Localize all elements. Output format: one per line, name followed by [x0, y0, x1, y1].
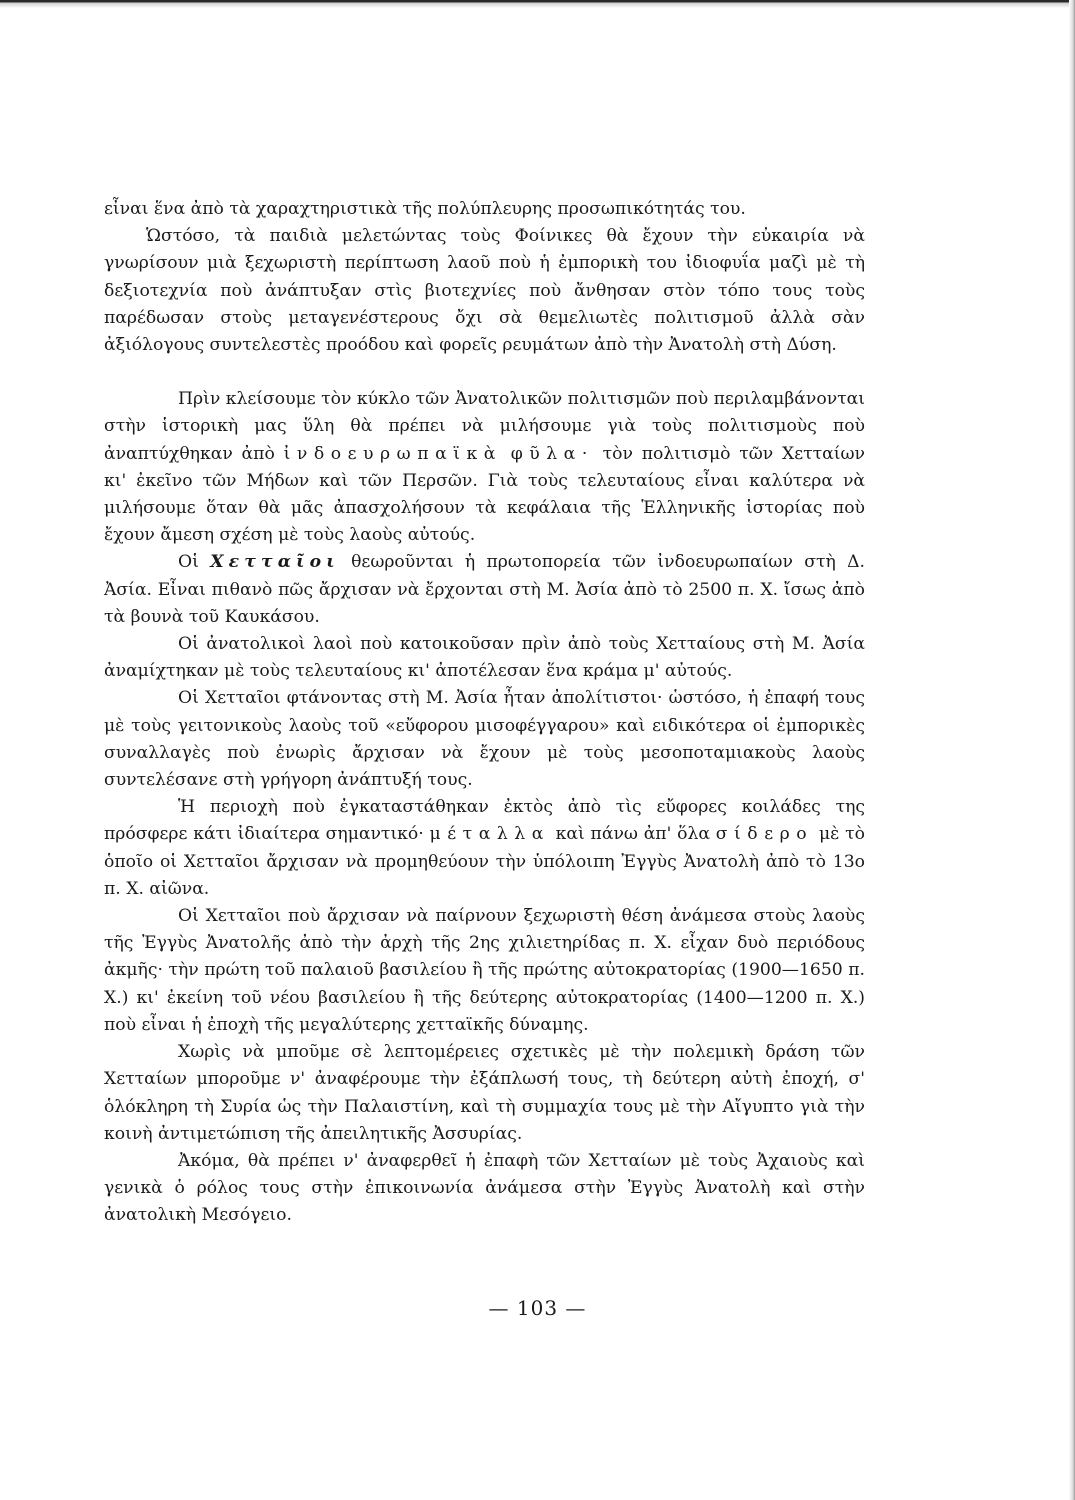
spaced-word-indoeuropean: ἰνδοευρωπαϊκὰ	[283, 443, 502, 464]
paragraph-7-text-b: καὶ πάνω ἀπ' ὅλα	[555, 824, 710, 845]
paragraph-7-text-c: μὲ τὸ ὁποῖο οἱ Χετταῖοι ἄρχισαν νὰ προμηθεύουν τὴν ὑπόλοιπη Ἐγγὺς Ἀνατολὴ ἀπὸ τὸ 13ο π. Χ. αἰῶνα.	[104, 824, 866, 899]
paragraph-8: Οἱ Χετταῖοι ποὺ ἄρχισαν νὰ παίρνουν ξεχωριστὴ θέση ἀνάμεσα στοὺς λαοὺς τῆς Ἐγγὺς Ἀνατολῆς ἀπὸ τὴν ἀρχὴ τῆς 2ης χιλιετηρίδας π. Χ. εἶχαν δυὸ περιόδους ἀκμῆς· τὴν πρώτη τοῦ παλαιοῦ βασιλείου ἢ τῆς πρώτης αὐτοκρατορίας (1900—1650 π. Χ.) κι' ἐκείνη τοῦ νέου βασιλείου ἢ τῆς δεύτερης αὐτοκρατορίας (1400—1200 π. Χ.) ποὺ εἶναι ἡ ἐποχὴ τῆς μεγαλύτερης χετταϊκῆς δύναμης.	[104, 906, 865, 1035]
paragraph-6: Οἱ Χετταῖοι φτάνοντας στὴ Μ. Ἀσία ἦταν ἀπολίτιστοι· ὡστόσο, ἡ ἐπαφή τους μὲ τοὺς γειτονικοὺς λαοὺς τοῦ «εὔφορου μισοφέγγαρου» καὶ ειδικότερα οἱ ἐμπορικὲς συναλλαγὲς ποὺ ἐνωρὶς ἄρχισαν νὰ ἔχουν μὲ τοὺς μεσοποταμιακοὺς λαοὺς συντελέσανε στὴ γρήγορη ἀνάπτυξή τους.	[104, 688, 865, 791]
paragraph-7-text-a: Ἡ περιοχὴ ποὺ ἐγκαταστάθηκαν ἐκτὸς ἀπὸ τὶς εὔφορες κοιλάδες της πρόσφερε κάτι ἰδιαίτερα σημαντικό·	[104, 797, 865, 845]
paragraph-3	[104, 386, 865, 549]
paragraph-7	[104, 794, 865, 903]
paragraph-2: Ὡστόσο, τὰ παιδιὰ μελετώντας τοὺς Φοίνικες θὰ ἔχουν τὴν εὐκαιρία νὰ γνωρίσουν μιὰ ξεχωριστὴ περίπτωση λαοῦ ποὺ ἡ ἐμπορικὴ του ἰδιοφυΐα μαζὶ μὲ τὴ δεξιοτεχνία ποὺ ἀνάπτυξαν στὶς βιοτεχνίες ποὺ ἄνθησαν στὸν τόπο τους τοὺς παρέδωσαν στοὺς μεταγενέστερους ὄχι σὰ θεμελιωτὲς πολιτισμοῦ ἀλλὰ σὰν ἀξιόλογους συντελεστὲς προόδου καὶ φορεῖς ρευμάτων ἀπὸ τὴν Ἀνατολὴ στὴ Δύση.	[104, 226, 865, 356]
page-number: — 103 —	[488, 1296, 587, 1320]
paragraph-3-text-b: τὸν πολιτισμὸ τῶν Χετταίων κι' ἐκεῖνο τῶν Μήδων καὶ τῶν Περσῶν. Γιὰ τοὺς τελευταίους εἶναι καλύτερα νὰ μιλήσουμε ὅταν θὰ μᾶς ἀπασχολήσουν τὰ κεφάλαια τῆς Ἑλληνικῆς ἱστορίας ποὺ ἔχουν ἄμεση σχέση μὲ τοὺς λαοὺς αὐτούς.	[104, 443, 865, 546]
spaced-word-tribes: φῦλα·	[510, 443, 594, 464]
spaced-word-hittites: Χετταῖοι	[210, 552, 340, 573]
paragraph-9: Χωρὶς νὰ μποῦμε σὲ λεπτομέρειες σχετικὲς μὲ τὴν πολεμικὴ δράση τῶν Χετταίων μποροῦμε ν' ἀναφέρουμε τὴν ἐξάπλωσή τους, τὴ δεύτερη αὐτὴ ἐποχή, σ' ὁλόκληρη τὴ Συρία ὡς τὴν Παλαιστίνη, καὶ τὴ συμμαχία τους μὲ τὴν Αἴγυπτο γιὰ τὴν κοινὴ ἀντιμετώπιση τῆς ἀπειλητικῆς Ἀσσυρίας.	[104, 1042, 865, 1144]
spaced-word-metals: μέταλλα	[429, 824, 550, 845]
paragraph-1: εἶναι ἕνα ἀπὸ τὰ χαραχτηριστικὰ τῆς πολύπλευρης προσωπικότητάς του.	[104, 199, 746, 219]
scan-top-edge	[0, 0, 1075, 8]
paragraph-4-text-a: Οἱ	[178, 552, 199, 573]
paragraph-3-text-a: Πρὶν κλείσουμε τὸν κύκλο τῶν Ἀνατολικῶν πολιτισμῶν ποὺ περιλαμβάνονται στὴν ἱστορικὴ μας ὕλη θὰ πρέπει νὰ μιλήσουμε γιὰ τοὺς πολιτισμοὺς ποὺ ἀναπτύχθηκαν ἀπὸ	[104, 389, 865, 464]
page-body	[104, 196, 865, 1230]
scan-right-edge	[1069, 0, 1075, 1500]
spaced-word-iron: σίδερο	[715, 824, 814, 845]
paragraph-10: Ἀκόμα, θὰ πρέπει ν' ἀναφερθεῖ ἡ ἐπαφὴ τῶν Χετταίων μὲ τοὺς Ἀχαιοὺς καὶ γενικὰ ὁ ρόλος τους στὴν ἐπικοινωνία ἀνάμεσα στὴν Ἐγγὺς Ἀνατολὴ καὶ στὴν ἀνατολικὴ Μεσόγειο.	[104, 1150, 865, 1226]
paragraph-4-text-b: θεωροῦνται ἡ πρωτοπορεία τῶν ἰνδοευρωπαίων στὴ Δ. Ἀσία. Εἶναι πιθανὸ πῶς ἄρχισαν νὰ ἔρχονται στὴ Μ. Ἀσία ἀπὸ τὸ 2500 π. Χ. ἴσως ἀπὸ τὰ βουνὰ τοῦ Καυκάσου.	[104, 552, 865, 627]
paragraph-5: Οἱ ἀνατολικοὶ λαοὶ ποὺ κατοικοῦσαν πρὶν ἀπὸ τοὺς Χετταίους στὴ Μ. Ἀσία ἀναμίχτηκαν μὲ τοὺς τελευταίους κι' ἀποτέλεσαν ἕνα κράμα μ' αὐτούς.	[104, 634, 865, 682]
paragraph-4	[104, 549, 865, 631]
